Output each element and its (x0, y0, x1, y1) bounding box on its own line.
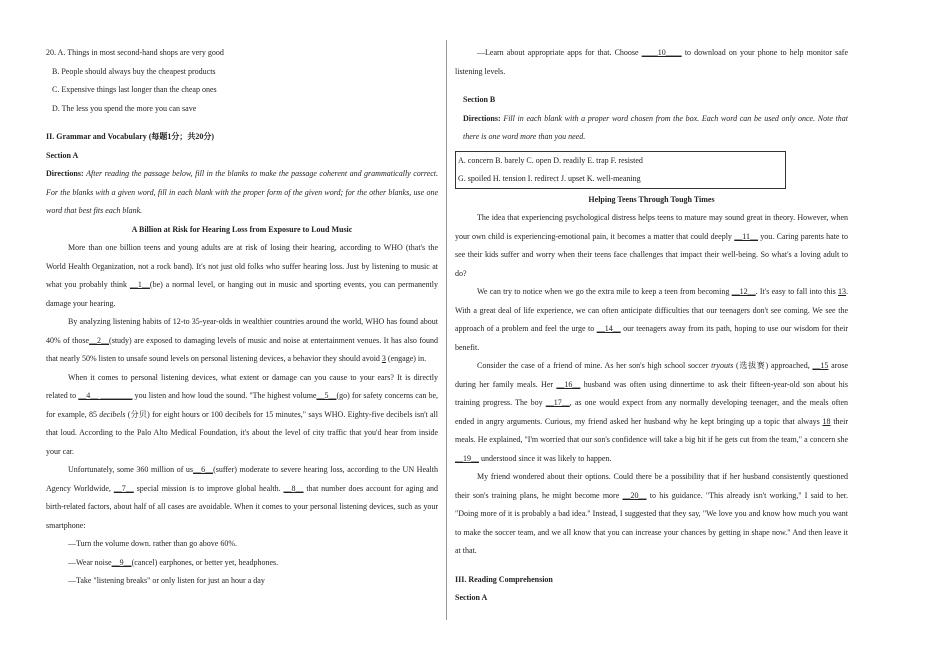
directions: Directions: After reading the passage below, fill in the blanks to make the passage coherent and grammatically correct. For the blanks with a given word, fill in each blank with the proper form of the given word; for the other blanks, use one word that best fits each blank. (46, 169, 439, 215)
paragraph-3: When it comes to personal listening devices, what extent or damage can you cause to your ears? It is directly related to __4__ ________ you listen and how loud the sound. "The highest volume__5__(go) for safety concerns can be, for example, 85 decibels (分贝) for eight hours or 100 decibels for 15 minutes," says WHO. Eighty-five decibels isn't all that loud. According to the Palo Alto Medical Foundation, it's about the level of city traffic that you'd hear from inside your car. (46, 372, 439, 456)
section-b-label: Section B (463, 95, 496, 104)
paragraph-b4: My friend wondered about their options. Could there be a possibility that if her husband consistently questioned their son's training plans, he might become more __20__ to his guidance. "This already isn't working," I said to her. "Doing more of it is probably a bad idea." Instead, I suggested that they say, "We love you and know how much you want to make the soccer team, and we all know that you can increase your chances by getting in shape now." And then leave it at that. (455, 472, 848, 555)
directions-b: Directions: Fill in each blank with a proper word chosen from the box. Each word can be used only once. Note that there is one word more than you need. (463, 113, 849, 141)
q20-option-d: D. The less you spend the more you can save (52, 103, 197, 113)
q20-option-a: 20. A. Things in most second-hand shops are very good (46, 48, 224, 57)
column-divider (446, 40, 447, 620)
paragraph-1: More than one billion teens and young adults are at risk of losing their hearing, according to WHO (that's the World Health Organization, not a rock band). It's not just old folks who suffer hearing loss. Just by listening to music at what you probably think __1__(be) a normal level, or hanging out in music and sporting events, you can permanently damage your hearing. (46, 243, 439, 308)
paragraph-2: By analyzing listening habits of 12-to 35-year-olds in wealthier countries around the world, WHO has found about 40% of those__2__(study) are exposed to damaging levels of music and noise at entertainment venues. It has also found that nearly 50% listen to unsafe sound levels on personal listening devices, a behavior they should avoid 3 (engage) in. (46, 317, 438, 363)
word-box-row-2: G. spoiled H. tension I. redirect J. upset K. well-meaning (458, 173, 641, 183)
passage-b-title: Helping Teens Through Tough Times (588, 194, 715, 204)
paragraph-b3: Consider the case of a friend of mine. As her son's high school soccer tryouts (选拔赛) approached, __15 arose during her family meals. Her __16__ husband was often using dinnertime to ask their fifteen-year-old son about his training progress. The boy __17__, as one would expect from any normally developing teenager, and the meals often ended in angry arguments. Curious, my friend asked her husband why he kept bringing up a topic that always 18 their meals. He explained, "I'm worried that our son's confidence will take a big hit if he gets cut from the team," a concern she __19__ understood since it was likely to happen. (455, 361, 849, 463)
passage-title: A Billion at Risk for Hearing Loss from Exposure to Loud Music (131, 224, 353, 234)
tip-3: —Take "listening breaks" or only listen for just an hour a day (68, 576, 265, 585)
left-column (46, 44, 438, 591)
paragraph-b2: We can try to notice when we go the extra mile to keep a teen from becoming __12__. It's easy to fall into this 13. With a great deal of life experience, we can often anticipate difficulties that our teenagers don't see coming. We see the approach of a problem and feel the urge to __14__ our teenagers away from its path, hoping to use our wisdom for their benefit. (455, 287, 849, 352)
tip-1: —Turn the volume down. rather than go above 60%. (68, 539, 238, 548)
right-column (455, 44, 848, 608)
paragraph-b1: The idea that experiencing psychological distress helps teens to mature may sound great in theory. However, when your own child is experiencing-emotional pain, it becomes a matter that could deeply __11__ you. Caring parents hate to see their kids suffer and worry when their teens face challenges that impact their well-being. So what's a loving adult to do? (455, 213, 849, 278)
section-3a-label: Section A (455, 593, 488, 602)
word-box-row-1: A. concern B. barely C. open D. readily E. trap F. resisted (458, 155, 643, 165)
section-a-label: Section A (46, 150, 79, 160)
section-2-title: II. Grammar and Vocabulary (每题1分；共20分) (46, 132, 215, 141)
tip-2: —Wear noise__9__(cancel) earphones, or better yet, headphones. (68, 557, 279, 567)
q20-option-c: C. Expensive things last longer than the cheap ones (52, 85, 217, 94)
section-3-title: III. Reading Comprehension (455, 574, 553, 584)
word-box (455, 151, 786, 189)
q20-option-b: B. People should always buy the cheapest products (52, 66, 216, 76)
paragraph-4: Unfortunately, some 360 million of us__6__(suffer) moderate to severe hearing loss, according to the UN Health Agency Worldwide, __7__ special mission is to improve global health. __8__ that number does account for aging and birth-related factors, about half of all cases are avoidable. When it comes to your personal listening devices, such as your smartphone: (46, 465, 439, 530)
tip-4: —Learn about appropriate apps for that. Choose ____10____ to download on your phone to help monitor safe listening levels. (455, 48, 848, 76)
